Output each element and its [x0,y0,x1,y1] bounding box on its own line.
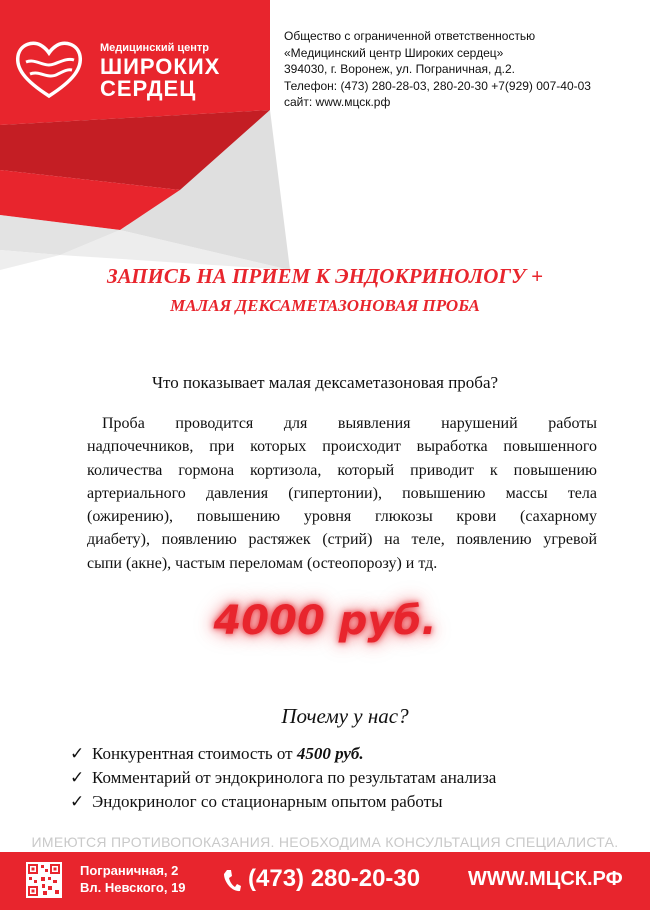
company-name: Общество с ограниченной ответственностью [284,29,536,43]
footer-address-2: Вл. Невского, 19 [80,880,186,895]
footer-phone: (473) 280-20-30 [248,865,421,892]
phone-icon [222,868,242,894]
footer-address-1: Пограничная, 2 [80,863,179,878]
paragraph-line: диабету), появлению растяжек (стрий) на теле, появлению угревой [87,531,597,549]
benefits-list [70,742,496,814]
paragraph-line: артериального давления (гипертонии), повышению массы тела [87,484,597,502]
heart-logo-icon [14,38,84,100]
list-item-text: Эндокринолог со стационарным опытом работы [92,792,443,811]
price-label: 4000 руб. [213,598,437,644]
company-phone: Телефон: (473) 280-28-03, 280-20-30 +7(929) 007-40-03 [284,78,591,93]
contraindications-warning: ИМЕЮТСЯ ПРОТИВОПОКАЗАНИЯ. НЕОБХОДИМА КОНСУЛЬТАЦИЯ СПЕЦИАЛИСТА. [31,834,619,850]
company-brand: «Медицинский центр Широких сердец» [284,45,504,60]
logo-name-line2: СЕРДЕЦ [100,76,197,101]
check-icon: ✓ [70,768,85,787]
footer-bar [0,852,650,910]
description-paragraph [87,412,597,575]
main-subtitle: МАЛАЯ ДЕКСАМЕТАЗОНОВАЯ ПРОБА [170,296,480,315]
list-item [70,790,496,814]
main-title: ЗАПИСЬ НА ПРИЕМ К ЭНДОКРИНОЛОГУ + [107,264,543,288]
list-item [70,742,496,766]
paragraph-line: (ожирению), повышению уровня глюкозы крови (сахарному [87,508,597,526]
company-address: 394030, г. Воронеж, ул. Пограничная, д.2. [284,62,515,76]
list-item-text: Конкурентная стоимость от [92,744,297,763]
logo-name-line1: ШИРОКИХ [100,54,221,79]
company-site: сайт: www.мцск.рф [284,95,391,109]
list-item [70,766,496,790]
list-item-text: Комментарий от эндокринолога по результатам анализа [92,768,497,787]
company-info [284,28,591,111]
qr-code-icon [26,862,62,898]
logo-subtitle: Медицинский центр [100,42,210,54]
list-item-emphasis: 4500 руб. [296,744,364,763]
check-icon: ✓ [70,744,85,763]
footer-addresses [80,862,186,896]
paragraph-line: количества гормона кортизола, который приводит к повышению [87,461,597,479]
brand-logo [14,38,234,102]
paragraph-line: Проба проводится для выявления нарушений работы [102,415,597,432]
check-icon: ✓ [70,792,85,811]
footer-website: WWW.МЦСК.РФ [468,868,623,890]
paragraph-line: надпочечников, при которых происходит выработка повышенного [87,438,597,456]
section-question: Что показывает малая дексаметазоновая проба? [151,373,499,392]
paragraph-line: сыпи (акне), частым переломам (остеопорозу) и тд. [87,554,438,572]
why-us-heading: Почему у нас? [281,704,409,728]
